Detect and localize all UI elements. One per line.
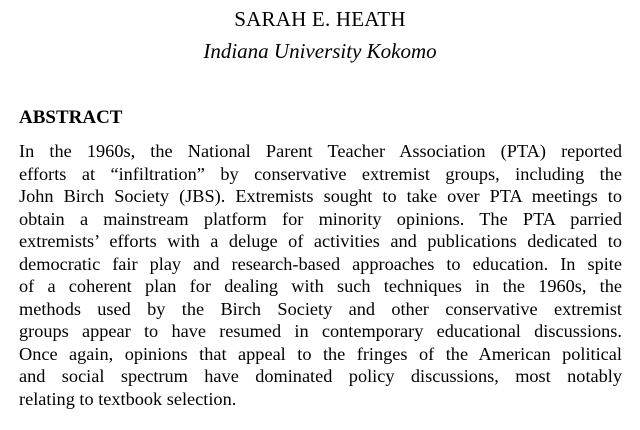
abstract-line: democratic fair play and research-based approaches to education. In spite — [19, 253, 622, 274]
author-name: SARAH E. HEATH — [234, 7, 406, 31]
abstract-line: efforts at “infiltration” by conservative extremist groups, including the — [19, 163, 622, 184]
abstract-line: and social spectrum have dominated policy discussions, most notably — [19, 366, 622, 386]
author-affiliation: Indiana University Kokomo — [203, 39, 437, 63]
abstract-body — [19, 140, 622, 410]
abstract-heading: ABSTRACT — [19, 107, 123, 128]
abstract-line: obtain a mainstream platform for minority opinions. The PTA parried — [19, 208, 622, 229]
abstract-line: groups appear to have resumed in contemporary educational discussions. — [19, 321, 622, 341]
abstract-line: extremists’ efforts with a deluge of activities and publications dedicated to — [19, 231, 622, 251]
abstract-line: of a coherent plan for dealing with such techniques in the 1960s, the — [19, 276, 622, 296]
abstract-line: In the 1960s, the National Parent Teacher Association (PTA) reported — [19, 141, 622, 161]
abstract-line: Once again, opinions that appeal to the fringes of the American political — [19, 343, 622, 364]
abstract-line: John Birch Society (JBS). Extremists sought to take over PTA meetings to — [19, 186, 622, 206]
abstract-line: methods used by the Birch Society and other conservative extremist — [19, 298, 622, 319]
abstract-line: relating to textbook selection. — [19, 388, 237, 409]
